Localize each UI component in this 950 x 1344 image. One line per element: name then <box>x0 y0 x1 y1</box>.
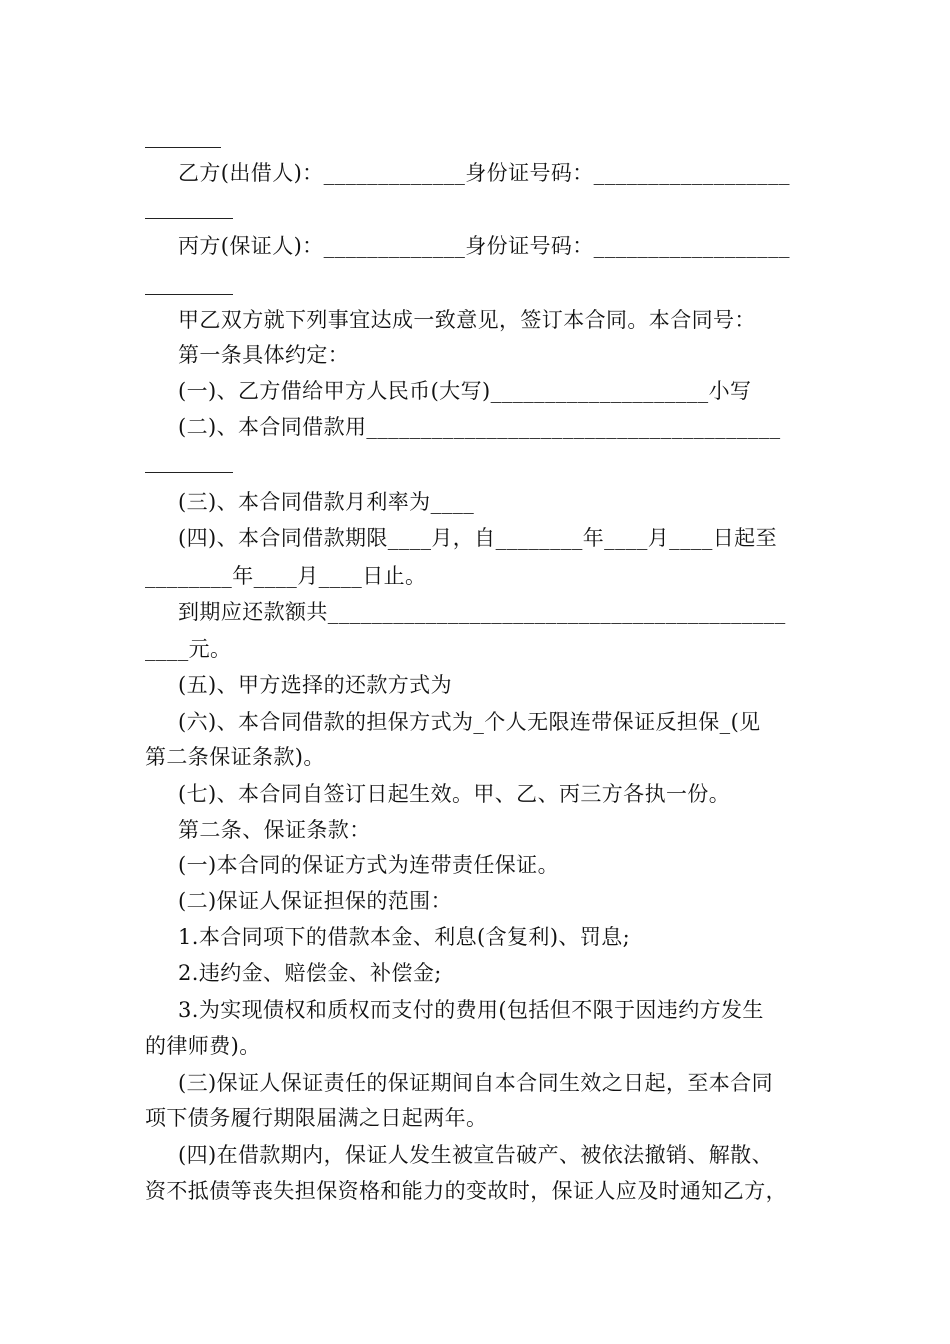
clause-interest-rate: (三)、本合同借款月利率为____ <box>178 490 475 514</box>
party-c-line: 丙方(保证人)：_____________身份证号码：__________________ <box>178 234 790 258</box>
clause-guarantee-period-cont: 项下债务履行期限届满之日起两年。 <box>145 1106 488 1130</box>
clause-guarantee-scope: (二)保证人保证担保的范围： <box>178 889 452 913</box>
blank-line-continuation-1 <box>145 147 221 149</box>
scope-item-2: 2.违约金、赔偿金、补偿金; <box>178 961 442 985</box>
clause-guarantor-change-cont: 资不抵债等丧失担保资格和能力的变故时，保证人应及时通知乙方， <box>145 1179 787 1203</box>
blank-line-continuation-2 <box>145 218 233 220</box>
clause-guarantee-method: (六)、本合同借款的担保方式为_个人无限连带保证反担保_(见 <box>178 710 761 734</box>
party-b-line: 乙方(出借人)：_____________身份证号码：__________________ <box>178 161 790 185</box>
article-2-title: 第二条、保证条款： <box>178 818 371 842</box>
clause-loan-amount: (一)、乙方借给甲方人民币(大写)____________________小写 <box>178 379 752 403</box>
clause-guarantor-change: (四)在借款期内，保证人发生被宣告破产、被依法撤销、解散、 <box>178 1143 773 1167</box>
clause-effective: (七)、本合同自签订日起生效。甲、乙、丙三方各执一份。 <box>178 782 731 806</box>
agreement-intro: 甲乙双方就下列事宜达成一致意见，签订本合同。本合同号： <box>178 308 756 332</box>
blank-line-continuation-4 <box>145 472 233 474</box>
clause-loan-purpose: (二)、本合同借款用______________________________________ <box>178 415 781 439</box>
scope-item-3-cont: 的律师费)。 <box>145 1034 261 1058</box>
repayment-amount: 到期应还款额共__________________________________________ <box>178 600 786 624</box>
scope-item-1: 1.本合同项下的借款本金、利息(含复利)、罚息; <box>178 925 631 949</box>
clause-loan-term: (四)、本合同借款期限____月，自________年____月____日起至 <box>178 526 777 550</box>
clause-repayment-method: (五)、甲方选择的还款方式为 <box>178 673 452 697</box>
blank-line-continuation-3 <box>145 294 233 296</box>
repayment-amount-unit: ____元。 <box>145 637 232 661</box>
clause-guarantee-method-cont: 第二条保证条款)。 <box>145 745 325 769</box>
clause-guarantee-type: (一)本合同的保证方式为连带责任保证。 <box>178 853 559 877</box>
clause-guarantee-period: (三)保证人保证责任的保证期间自本合同生效之日起，至本合同 <box>178 1071 773 1095</box>
clause-loan-term-end: ________年____月____日止。 <box>145 564 427 588</box>
article-1-title: 第一条具体约定： <box>178 343 350 367</box>
scope-item-3: 3.为实现债权和质权而支付的费用(包括但不限于因违约方发生 <box>178 998 764 1022</box>
